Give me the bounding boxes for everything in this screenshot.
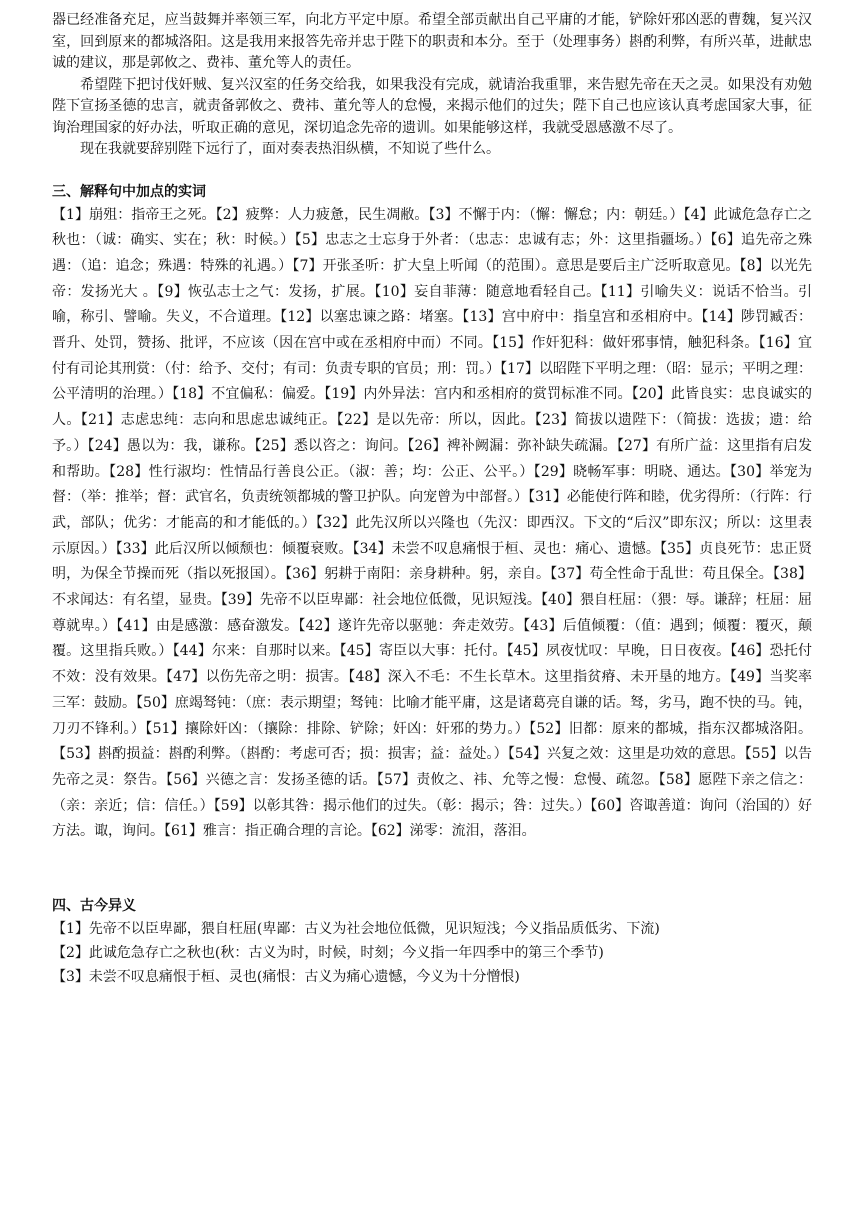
annotation-item: 【52】旧都：原来的都城，指东汉都城洛阳。 (529, 720, 812, 737)
annotation-item: 【20】此皆良实：忠良诚实的人。 (52, 386, 812, 429)
annotation-item: 【10】妄自菲薄：随意地看轻自己。 (374, 283, 601, 300)
annotation-item: 【41】由是感激：感奋激发。 (116, 617, 299, 634)
annotation-item: 【45】寄臣以大事：托付。 (339, 643, 507, 660)
annotation-item: 【25】悉以咨之：询问。 (254, 437, 408, 454)
meaning-item: 【3】未尝不叹息痛恨于桓、灵也(痛恨：古义为痛心遗憾，今义为十分憎恨) (52, 969, 520, 986)
annotation-item: 【39】先帝不以臣卑鄙：社会地位低微，见识短浅。 (220, 592, 541, 609)
annotation-item: 【32】此先汉所以兴隆也（先汉：即西汉。下文的“后汉”即东汉；所以：这里表示原因。） (52, 514, 813, 557)
annotation-item: 【43】后值倾覆：（值：遇到；倾覆：覆灭，颠覆。这里指兵败。） (52, 617, 812, 660)
section-heading-3: 三、解释句中加点的实词 (52, 183, 206, 200)
annotation-item: 【42】遂许先帝以驱驰：奔走效劳。 (298, 617, 524, 634)
annotation-item: 【55】以告先帝之灵：祭告。 (52, 746, 812, 788)
annotation-item: 【29】晓畅军事：明晓、通达。 (533, 463, 730, 480)
annotation-item: 【24】愚以为：我，谦称。 (87, 437, 255, 454)
annotation-item: 【13】宫中府中：指皇宫和丞相府中。 (462, 309, 702, 326)
annotation-item: 【27】有所广益：这里指有启发和帮助。 (52, 437, 812, 480)
annotation-item: 【49】当奖率三军：鼓励。 (52, 669, 812, 711)
annotation-item: 【11】引喻失义：说话不恰当。引喻，称引、譬喻。失义，不合道理。 (52, 283, 812, 326)
annotation-item: 【48】深入不毛：不生长草木。这里指贫瘠、未开垦的地方。 (348, 669, 730, 686)
annotation-item: 【44】尔来：自那时以来。 (172, 643, 340, 660)
annotation-item: 【53】斟酌损益：斟酌利弊。（斟酌：考虑可否；损：损害；益：益处。） (52, 746, 508, 763)
annotation-item: 【61】雅言：指正确合理的言论。 (164, 823, 371, 840)
annotation-item: 【18】不宜偏私：偏爱。 (172, 386, 325, 403)
annotation-item: 【7】开张圣听：扩大皇上听闻（的范围）。意思是要后主广泛听取意见。 (292, 257, 740, 274)
annotation-item: 【38】不求闻达：有名望，显贵。 (52, 566, 812, 609)
annotation-item: 【54】兴复之效：这里是功效的意思。 (507, 746, 745, 763)
annotation-item: 【14】陟罚臧否：晋升、处罚，赞扬、批评，不应该（因在宫中或在丞相府中而）不同。 (52, 309, 812, 352)
annotation-item: 【1】崩殂：指帝王之死。 (52, 206, 216, 223)
translation-paragraph: 现在我就要辞别陛下远行了，面对奏表热泪纵横，不知说了些什么。 (80, 141, 500, 157)
annotation-item: 【36】躬耕于南阳：亲身耕种。躬，亲自。 (285, 566, 551, 583)
annotation-item: 【47】以伤先帝之明：损害。 (166, 669, 349, 686)
annotation-item: 【21】志虑忠纯：志向和思虑忠诚纯正。 (80, 412, 337, 429)
annotation-item: 【57】责攸之、祎、允等之慢：怠慢、疏忽。 (376, 771, 659, 788)
annotation-item: 【26】裨补阙漏：弥补缺失疏漏。 (407, 437, 617, 454)
annotation-item: 【46】恐托付不效：没有效果。 (52, 643, 812, 686)
annotation-item: 【3】不懈于内：（懈：懈怠；内：朝廷。） (428, 206, 684, 223)
annotation-item: 【59】以彰其咎：揭示他们的过失。（彰：揭示；咎：过失。） (213, 797, 591, 814)
meaning-item: 【2】此诚危急存亡之秋也(秋：古义为时，时候，时刻；今义指一年四季中的第三个季节) (52, 945, 604, 962)
translation-paragraph: 器已经准备充足，应当鼓舞并率领三军，向北方平定中原。希望全部贡献出自己平庸的才能，铲除奸邪凶恶的曹魏，复兴汉室，回到原来的都城洛阳。这是我用来报答先帝并忠于陛下的职责和本分。至于（处理事务）斟酌利弊，有所兴革，进献忠诚的建议，那是郭攸之、费祎、董允等人的责任。 (52, 12, 812, 71)
annotation-item: 【19】内外异法：宫内和丞相府的赏罚标准不同。 (324, 386, 632, 403)
section-heading-4: 四、古今异义 (52, 898, 136, 915)
annotation-item: 【12】以塞忠谏之路：堵塞。 (280, 309, 463, 326)
annotation-item: 【33】此后汉所以倾颓也：倾覆衰败。 (115, 540, 353, 557)
annotation-list (52, 203, 812, 846)
annotation-item: 【28】性行淑均：性情品行善良公正。（淑：善；均：公正、公平。） (109, 463, 534, 480)
annotation-item: 【50】庶竭驽钝：（庶：表示期望；驽钝：比喻才能平庸，这是诸葛亮自谦的话。驽，劣马，跑不快的马。钝，刀刃不锋利。） (52, 694, 813, 737)
annotation-item: 【60】咨诹善道：询问（治国的）好方法。诹，询问。 (52, 797, 812, 840)
meaning-item: 【1】先帝不以臣卑鄙，猥自枉屈(卑鄙：古义为社会地位低微，见识短浅；今义指品质低劣、下流) (52, 921, 660, 938)
annotation-item: 【37】苟全性命于乱世：苟且保全。 (550, 566, 773, 583)
annotation-item: 【4】此诚危急存亡之秋也：（诚：确实、实在；秋：时候。） (52, 206, 812, 249)
annotation-item: 【6】追先帝之殊遇：（追：追念；殊遇：特殊的礼遇。） (52, 232, 813, 274)
annotation-item: 【23】简拔以遗陛下：（简拔：选拔；遗：给予。） (52, 412, 812, 454)
translation-paragraph: 希望陛下把讨伐奸贼、复兴汉室的任务交给我，如果我没有完成，就请治我重罪，来告慰先帝在天之灵。如果没有劝勉陛下宣扬圣德的忠言，就责备郭攸之、费祎、董允等人的怠慢，来揭示他们的过失；陛下自己也应该认真考虑国家大事，征询治理国家的好办法，听取正确的意见，深切追念先帝的遗训。如果能够这样，我就受恩感激不尽了。 (52, 76, 812, 136)
annotation-item: 【58】愿陛下亲之信之：（亲：亲近；信：信任。） (52, 771, 812, 814)
annotation-item: 【30】举宠为督：（举：推举；督：武官名，负责统领都城的警卫护队。向宠曾为中部督。） (52, 463, 812, 506)
annotation-item: 【9】恢弘志士之气：发扬，扩展。 (157, 283, 375, 300)
annotation-item: 【16】宜付有司论其刑赏：（付：给予、交付；有司：负责专职的官员；刑：罚。） (52, 335, 812, 377)
annotation-item: 【51】攘除奸凶：（攘除：排除、铲除；奸凶：奸邪的势力。） (145, 720, 530, 737)
annotation-item: 【40】猥自枉屈：（猥：辱。谦辞；枉屈：屈尊就卑。） (52, 592, 812, 634)
annotation-item: 【5】忠志之士忘身于外者：（忠志：忠诚有志；外：这里指疆场。） (294, 232, 711, 249)
annotation-item: 【35】贞良死节：忠正贤明，为保全节操而死（指以死报国）。 (52, 540, 812, 583)
annotation-item: 【2】疲弊：人力疲惫，民生凋敝。 (215, 206, 429, 223)
annotation-item: 【62】涕零：流泪，落泪。 (370, 823, 536, 840)
annotation-item: 【34】未尝不叹息痛恨于桓、灵也：痛心、遗憾。 (352, 540, 660, 557)
document-page (52, 10, 812, 989)
translation-paragraphs (52, 10, 812, 161)
annotation-item: 【45】夙夜忧叹：早晚，日日夜夜。 (506, 643, 731, 660)
annotation-item: 【56】兴德之言：发扬圣德的话。 (166, 771, 377, 788)
annotation-item: 【31】必能使行阵和睦，优劣得所：（行阵：行武，部队；优劣：才能高的和才能低的。） (52, 489, 812, 531)
annotation-item: 【17】以昭陛下平明之理：（昭：显示；平明之理：公平清明的治理。） (52, 360, 812, 403)
ancient-modern-meaning-list (52, 917, 812, 989)
annotation-item: 【22】是以先帝：所以，因此。 (336, 412, 535, 429)
annotation-item: 【8】以光先帝：发扬光大 。 (52, 257, 813, 300)
annotation-item: 【15】作奸犯科：做奸邪事情，触犯科条。 (492, 335, 759, 352)
